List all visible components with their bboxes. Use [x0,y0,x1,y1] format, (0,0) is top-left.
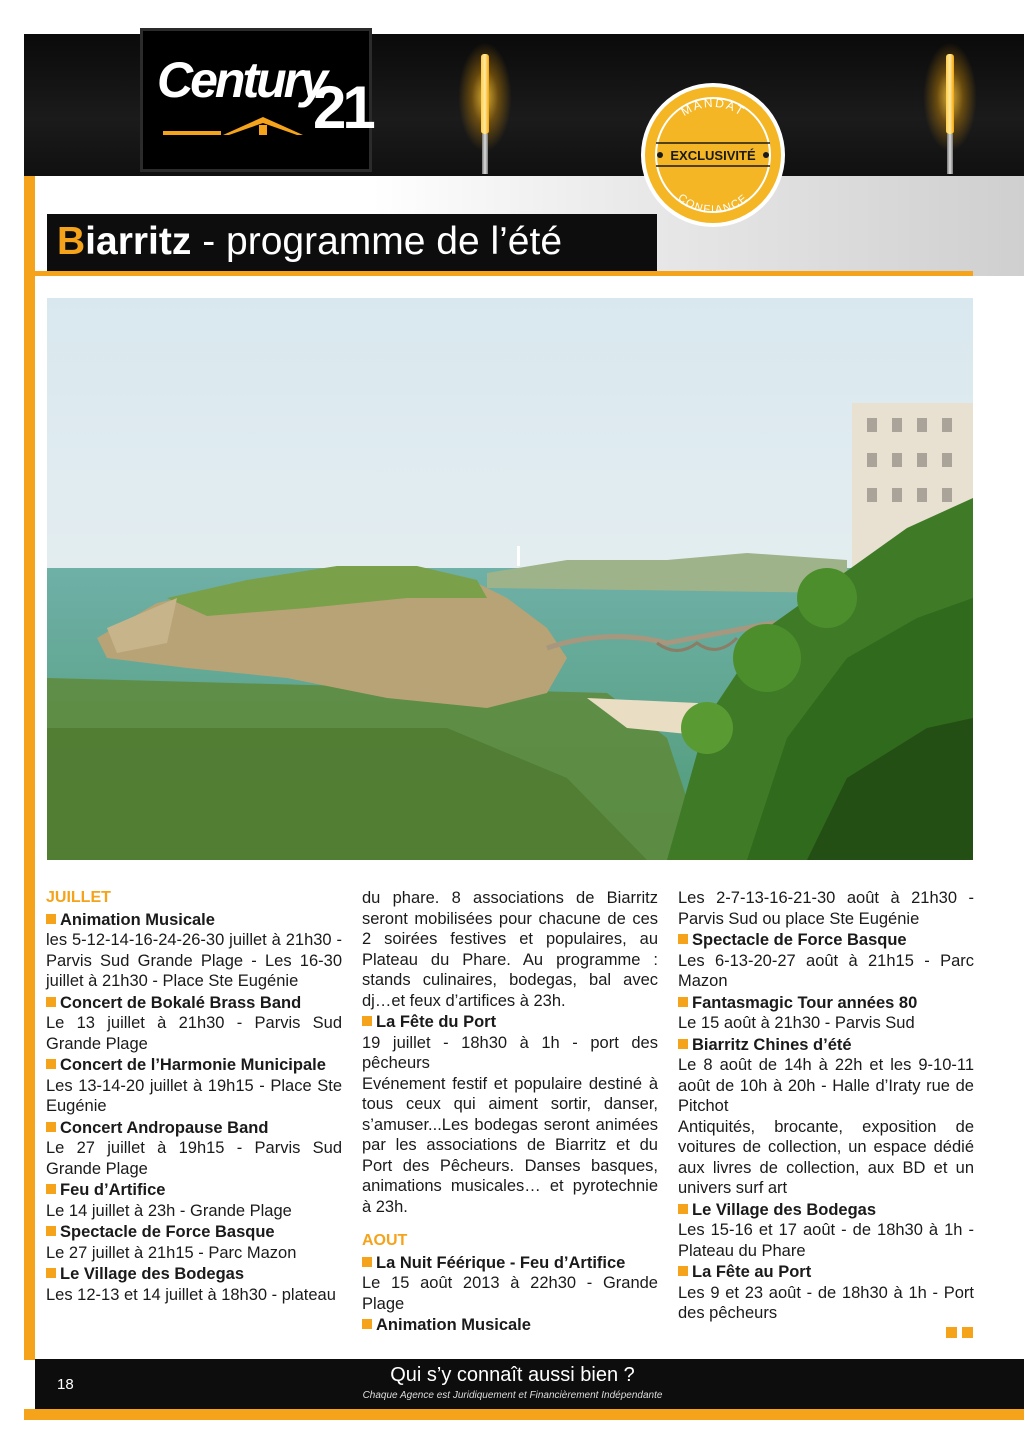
logo-number: 21 [313,74,372,141]
event-title-text: Animation Musicale [376,1316,531,1334]
event-title-text: La Fête au Port [692,1263,812,1281]
event-details: Evénement festif et populaire destiné à tous ceux qui aiment sortir, danser, s’amuser...Les bodegas seront animées par les associations de Biarritz et du Port des Pêcheurs. Danses basques, animations musicales… et pyrotechnie à 23h. [362,1074,658,1216]
seal-top-text: MANDAT [678,95,748,120]
lamp-light-2 [943,34,957,174]
orange-frame-bottom [24,1409,1024,1420]
event-title [46,993,342,1014]
logo-wordmark: Century [157,52,325,108]
bullet-square-icon [46,1226,56,1236]
bullet-square-icon [678,1204,688,1214]
event-title [678,1200,974,1221]
exclusivity-seal [640,82,786,228]
event-details: Les 9 et 23 août - de 18h30 à 1h - Port des pêcheurs [678,1283,974,1322]
bullet-square-icon [46,1268,56,1278]
column-3 [678,888,974,1324]
footer-disclaimer: Chaque Agence est Juridiquement et Financièrement Indépendante [362,1390,663,1401]
event-title [678,1262,974,1283]
footer-tagline: Qui s’y connaît aussi bien ? [390,1364,635,1386]
seal-bottom-text: CONFIANCE [675,191,751,217]
event-details: Le 15 août 2013 à 22h30 - Grande Plage [362,1274,658,1313]
event-title [46,910,342,931]
event-title-text: Biarritz Chines d’été [692,1035,852,1054]
month-heading: AOUT [362,1232,408,1249]
orange-rule [35,271,973,276]
title-bar [47,214,657,271]
event-details: 19 juillet - 18h30 à 1h - port des pêcheurs [362,1033,658,1072]
event-title-text: Concert de Bokalé Brass Band [60,993,302,1012]
event-title [362,1253,658,1274]
bullet-square-icon [362,1016,372,1026]
event-title [362,1315,658,1336]
page-title [57,220,562,264]
event-title [46,1180,342,1201]
bullet-square-icon [46,1059,56,1069]
event-title [46,1055,342,1076]
event-details: Le 27 juillet à 21h15 - Parc Mazon [46,1243,297,1262]
event-title [678,993,974,1014]
title-bold-part: iarritz [85,220,192,263]
page-number: 18 [57,1376,74,1393]
event-details: Les 15-16 et 17 août - de 18h30 à 1h - Plateau du Phare [678,1221,974,1260]
bullet-square-icon [678,997,688,1007]
event-title-text: Feu d’Artifice [60,1181,166,1199]
event-title [362,1012,658,1033]
lamp-light-1 [478,34,492,174]
event-details: Le 27 juillet à 19h15 - Parvis Sud Grande Plage [46,1139,342,1178]
seal-center-text: EXCLUSIVITÉ [670,148,756,163]
event-details: Le 14 juillet à 23h - Grande Plage [46,1201,292,1220]
event-title [46,1118,342,1139]
title-rest: - programme de l’été [191,220,563,263]
event-details: Les 12-13 et 14 juillet à 18h30 - plateau [46,1285,336,1304]
event-title-text: Fantasmagic Tour années 80 [692,993,918,1012]
event-title [678,1035,974,1056]
event-details: Le 15 août à 21h30 - Parvis Sud [678,1014,915,1032]
biarritz-coast-photo [47,298,973,860]
month-heading: JUILLET [46,889,111,906]
event-details: Le 8 août de 14h à 22h et les 9-10-11 août de 10h à 20h - Halle d’Iraty rue de Pitchot [678,1056,974,1115]
end-marker-squares [941,1325,973,1343]
bullet-square-icon [46,914,56,924]
event-details: Antiquités, brocante, exposition de voitures de collection, un espace dédié aux livres de collection, aux BD et un univers surf art [678,1117,974,1197]
event-title-text: Concert de l’Harmonie Municipale [60,1056,326,1074]
century21-logo [140,28,372,172]
house-roof-icon [163,113,317,143]
bullet-square-icon [46,1122,56,1132]
event-title-text: Animation Musicale [60,910,215,929]
event-title-text: Le Village des Bodegas [60,1265,245,1283]
footer-bar [35,1359,1024,1409]
event-details: Les 6-13-20-27 août à 21h15 - Parc Mazon [678,951,974,990]
event-details: Les 13-14-20 juillet à 19h15 - Place Ste Eugénie [46,1076,342,1115]
event-title [678,930,974,951]
bullet-square-icon [362,1257,372,1267]
orange-frame-left [24,176,35,1360]
bullet-square-icon [678,1039,688,1049]
title-first-letter: B [57,220,86,263]
column-2 [362,888,658,1336]
event-title-text: La Fête du Port [376,1013,497,1031]
event-details: Les 2-7-13-16-21-30 août à 21h30 - Parvis Sud ou place Ste Eugénie [678,889,974,928]
event-title-text: La Nuit Féérique - Feu d’Artifice [376,1253,626,1272]
event-title [46,1222,342,1243]
event-title-text: Spectacle de Force Basque [692,931,907,949]
bullet-square-icon [678,934,688,944]
bullet-square-icon [46,1184,56,1194]
column-1 [46,888,342,1305]
event-title-text: Spectacle de Force Basque [60,1223,275,1241]
bullet-square-icon [678,1266,688,1276]
event-details: Le 13 juillet à 21h30 - Parvis Sud Grande Plage [46,1014,342,1053]
event-details: les 5-12-14-16-24-26-30 juillet à 21h30 - Parvis Sud Grande Plage - Les 16-30 juillet à 21h30 - Place Ste Eugénie [46,931,342,990]
event-title-text: Concert Andropause Band [60,1118,269,1137]
event-title [46,1264,342,1285]
bullet-square-icon [46,997,56,1007]
bullet-square-icon [362,1319,372,1329]
event-details: du phare. 8 associations de Biarritz seront mobilisées pour chacune de ces 2 soirées festives et populaires, au Plateau du Phare. Au programme : stands culinaires, bodegas, bal avec dj…et feux d’artifices à 23h. [362,889,658,1010]
event-title-text: Le Village des Bodegas [692,1200,877,1219]
